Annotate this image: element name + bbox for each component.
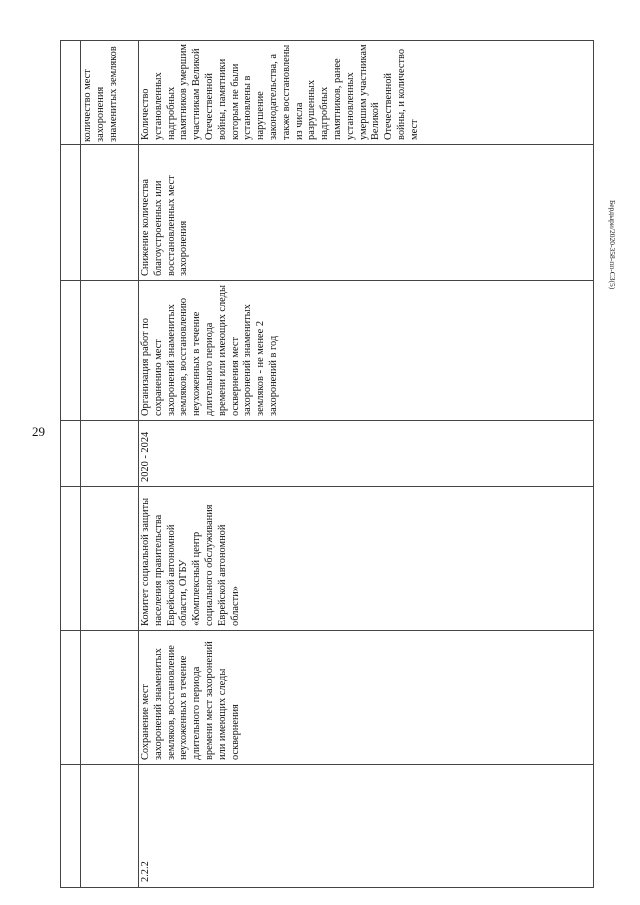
risk-text: Снижение количества благоустроенных или восстановленных мест захоронения [140, 175, 190, 276]
table-border-right [593, 40, 594, 888]
row-number-cell [140, 772, 156, 882]
top-row-indicator-cell [82, 44, 138, 142]
top-row-indicator-text: количество мест захоронения знаменитых земляков [82, 46, 119, 142]
page-number: 29 [32, 424, 45, 439]
executor-text: Комитет социальной защиты населения правительства Еврейской автономной области, ОГБУ «Комплексный центр социального обслуживания Еврейской автономной области» [140, 497, 241, 626]
result-text: Организация работ по сохранению мест захоронений знаменитых земляков, восстановлению неухоженных в течение длительного периода времени или имеющих следы осквернения мест захоронений знаменитых земляков - не менее 2 захоронений в год [140, 285, 279, 416]
table-border-left [60, 40, 61, 888]
executor-cell [140, 496, 330, 626]
indicator-cell [140, 44, 600, 140]
col-divider [60, 280, 594, 281]
col-divider [60, 630, 594, 631]
row-divider [80, 40, 81, 888]
result-cell [140, 284, 400, 416]
col-divider [60, 764, 594, 765]
measure-text: Сохранение мест захоронений знаменитых земляков, восстановление неухоженных в течение длительного периода времени мест захоронений или имеющих следы осквернения [140, 641, 241, 760]
program-table [60, 40, 594, 888]
col-divider [60, 144, 594, 145]
row-divider [138, 40, 139, 888]
risk-cell [140, 146, 260, 276]
period-cell [140, 420, 180, 482]
indicator-text: Количество установленных надгробных памятников умершим участникам Великой Отечественной войны, памятники которым не были установлены в нарушение законодательства, а также восстановлены из числа разрушенных надгробных памятников, ранее установленных умершим участникам Великой Отечественной войны, и количество мест [140, 44, 420, 140]
measure-cell [140, 640, 330, 760]
table-border-bottom [60, 887, 594, 888]
document-code [603, 200, 621, 680]
document-code-text: Бердыри/2020-358-пп-СЗ(5) [608, 200, 617, 290]
table-border-top [60, 40, 594, 41]
period-text: 2020 - 2024 [140, 431, 151, 482]
col-divider [60, 486, 594, 487]
row-number: 2.2.2 [140, 861, 151, 882]
